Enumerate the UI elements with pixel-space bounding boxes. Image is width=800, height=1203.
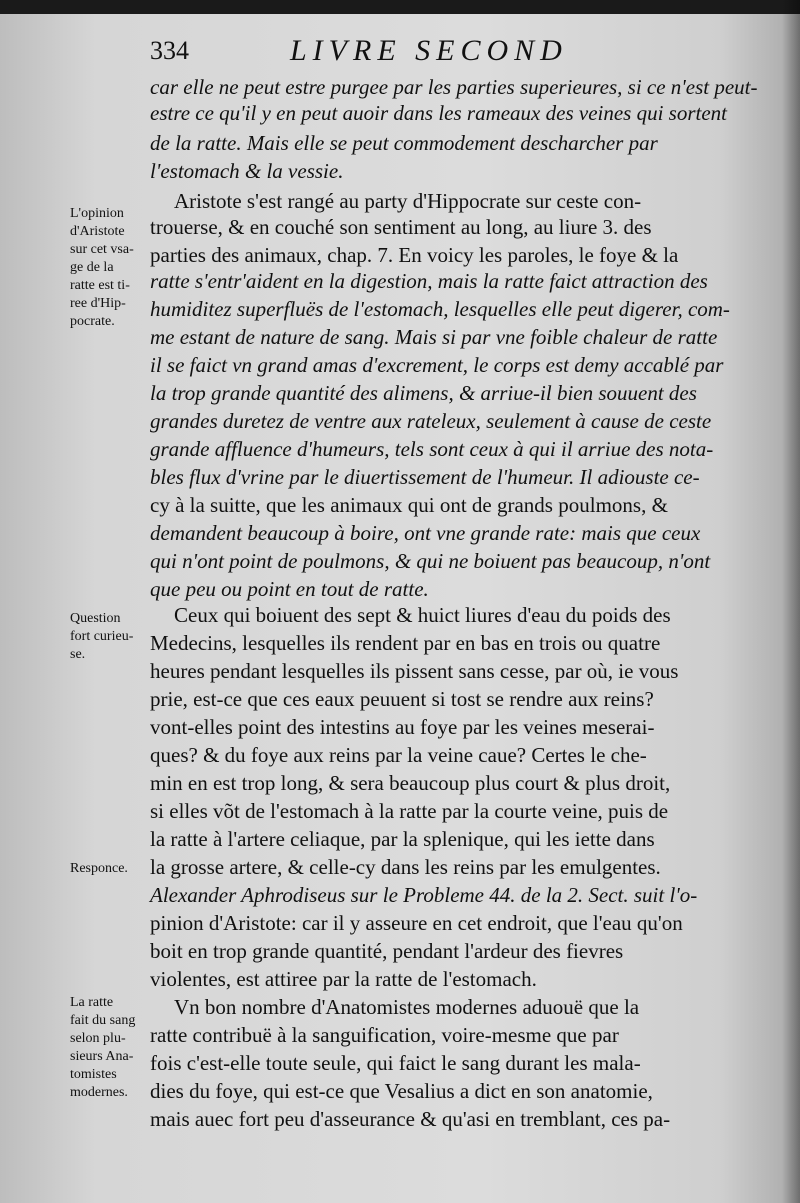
margin-note-line: tomistes [70, 1067, 117, 1082]
margin-note-line: ge de la [70, 260, 114, 275]
text-line: dies du foye, qui est-ce que Vesalius a dict en son anatomie, [150, 1079, 653, 1103]
text-line: car elle ne peut estre purgee par les parties superieures, si ce n'est peut- [150, 75, 758, 99]
text-line: ques? & du foye aux reins par la veine caue? Certes le che- [150, 743, 647, 767]
text-line: il se faict vn grand amas d'excrement, le corps est demy accablé par [150, 353, 724, 377]
text-line: prie, est-ce que ces eaux peuuent si tost se rendre aux reins? [150, 687, 654, 711]
text-line: de la ratte. Mais elle se peut commodement descharcher par [150, 131, 658, 155]
margin-note-line: selon plu- [70, 1031, 126, 1046]
text-line: ratte contribuë à la sanguification, voire-mesme que par [150, 1023, 619, 1047]
margin-note-line: L'opinion [70, 206, 124, 221]
text-line: la trop grande quantité des alimens, & arriue-il bien souuent des [150, 381, 697, 405]
margin-note-line: ree d'Hip- [70, 296, 126, 311]
text-line: mais auec fort peu d'asseurance & qu'asi en tremblant, ces pa- [150, 1107, 671, 1131]
text-line: Vn bon nombre d'Anatomistes modernes aduouë que la [174, 995, 640, 1019]
text-line: grande affluence d'humeurs, tels sont ceux à qui il arriue des nota- [150, 437, 714, 461]
page-header [150, 30, 670, 70]
text-line: que peu ou point en tout de ratte. [150, 577, 429, 601]
text-line: violentes, est attiree par la ratte de l'estomach. [150, 967, 537, 991]
margin-note-line: fort curieu- [70, 629, 134, 644]
running-title: LIVRE SECOND [290, 34, 568, 67]
text-line: pinion d'Aristote: car il y asseure en cet endroit, que l'eau qu'on [150, 911, 683, 935]
text-line: heures pendant lesquelles ils pissent sans cesse, par où, ie vous [150, 659, 679, 683]
text-line: la ratte à l'artere celiaque, par la splenique, qui les iette dans [150, 827, 655, 851]
text-line: humiditez superfluës de l'estomach, lesquelles elle peut digerer, com- [150, 297, 730, 321]
scan-top-border [0, 0, 800, 14]
text-line: Aristote s'est rangé au party d'Hippocrate sur ceste con- [174, 189, 642, 213]
text-line: fois c'est-elle toute seule, qui faict le sang durant les mala- [150, 1051, 641, 1075]
text-line: estre ce qu'il y en peut auoir dans les rameaux des veines qui sortent [150, 101, 728, 125]
margin-note-line: pocrate. [70, 314, 115, 329]
text-line: me estant de nature de sang. Mais si par vne foible chaleur de ratte [150, 325, 718, 349]
margin-note-line: sieurs Ana- [70, 1049, 134, 1064]
text-line: Ceux qui boiuent des sept & huict liures d'eau du poids des [174, 603, 671, 627]
margin-note-ratte [70, 994, 155, 1102]
margin-note-line: La ratte [70, 995, 114, 1010]
text-line: bles flux d'vrine par le diuertissement de l'humeur. Il adiouste ce- [150, 465, 700, 489]
margin-note-line: fait du sang [70, 1013, 136, 1028]
text-line: la grosse artere, & celle-cy dans les reins par les emulgentes. [150, 855, 661, 879]
text-line: l'estomach & la vessie. [150, 159, 344, 183]
text-line: trouerse, & en couché son sentiment au long, au liure 3. des [150, 215, 652, 239]
text-line: grandes duretez de ventre aux rateleux, seulement à cause de ceste [150, 409, 712, 433]
text-line: demandent beaucoup à boire, ont vne grande rate: mais que ceux [150, 521, 701, 545]
text-line: cy à la suitte, que les animaux qui ont de grands poulmons, & [150, 493, 668, 517]
margin-note-line: d'Aristote [70, 224, 125, 239]
page-number: 334 [150, 36, 189, 65]
page-gutter-shadow [782, 0, 800, 1203]
margin-note-question [70, 610, 155, 664]
text-line: min en est trop long, & sera beaucoup plus court & plus droit, [150, 771, 671, 795]
text-line: ratte s'entr'aident en la digestion, mais la ratte faict attraction des [150, 269, 708, 293]
text-line: parties des animaux, chap. 7. En voicy les paroles, le foye & la [150, 243, 679, 267]
text-line: Alexander Aphrodiseus sur le Probleme 44. de la 2. Sect. suit l'o- [150, 883, 698, 907]
margin-note-line: Responce. [70, 861, 128, 876]
margin-note-line: Question [70, 611, 121, 626]
text-line: qui n'ont point de poulmons, & qui ne boiuent pas beaucoup, n'ont [150, 549, 711, 573]
margin-note-response [70, 860, 155, 878]
margin-note-line: ratte est ti- [70, 278, 130, 293]
margin-note-line: sur cet vsa- [70, 242, 134, 257]
text-line: Medecins, lesquelles ils rendent par en bas en trois ou quatre [150, 631, 661, 655]
text-line: vont-elles point des intestins au foye par les veines meserai- [150, 715, 655, 739]
margin-note-line: modernes. [70, 1085, 128, 1100]
text-line: si elles võt de l'estomach à la ratte par la courte veine, puis de [150, 799, 669, 823]
margin-note-aristote [70, 205, 155, 331]
text-line: boit en trop grande quantité, pendant l'ardeur des fievres [150, 939, 624, 963]
margin-note-line: se. [70, 647, 86, 662]
